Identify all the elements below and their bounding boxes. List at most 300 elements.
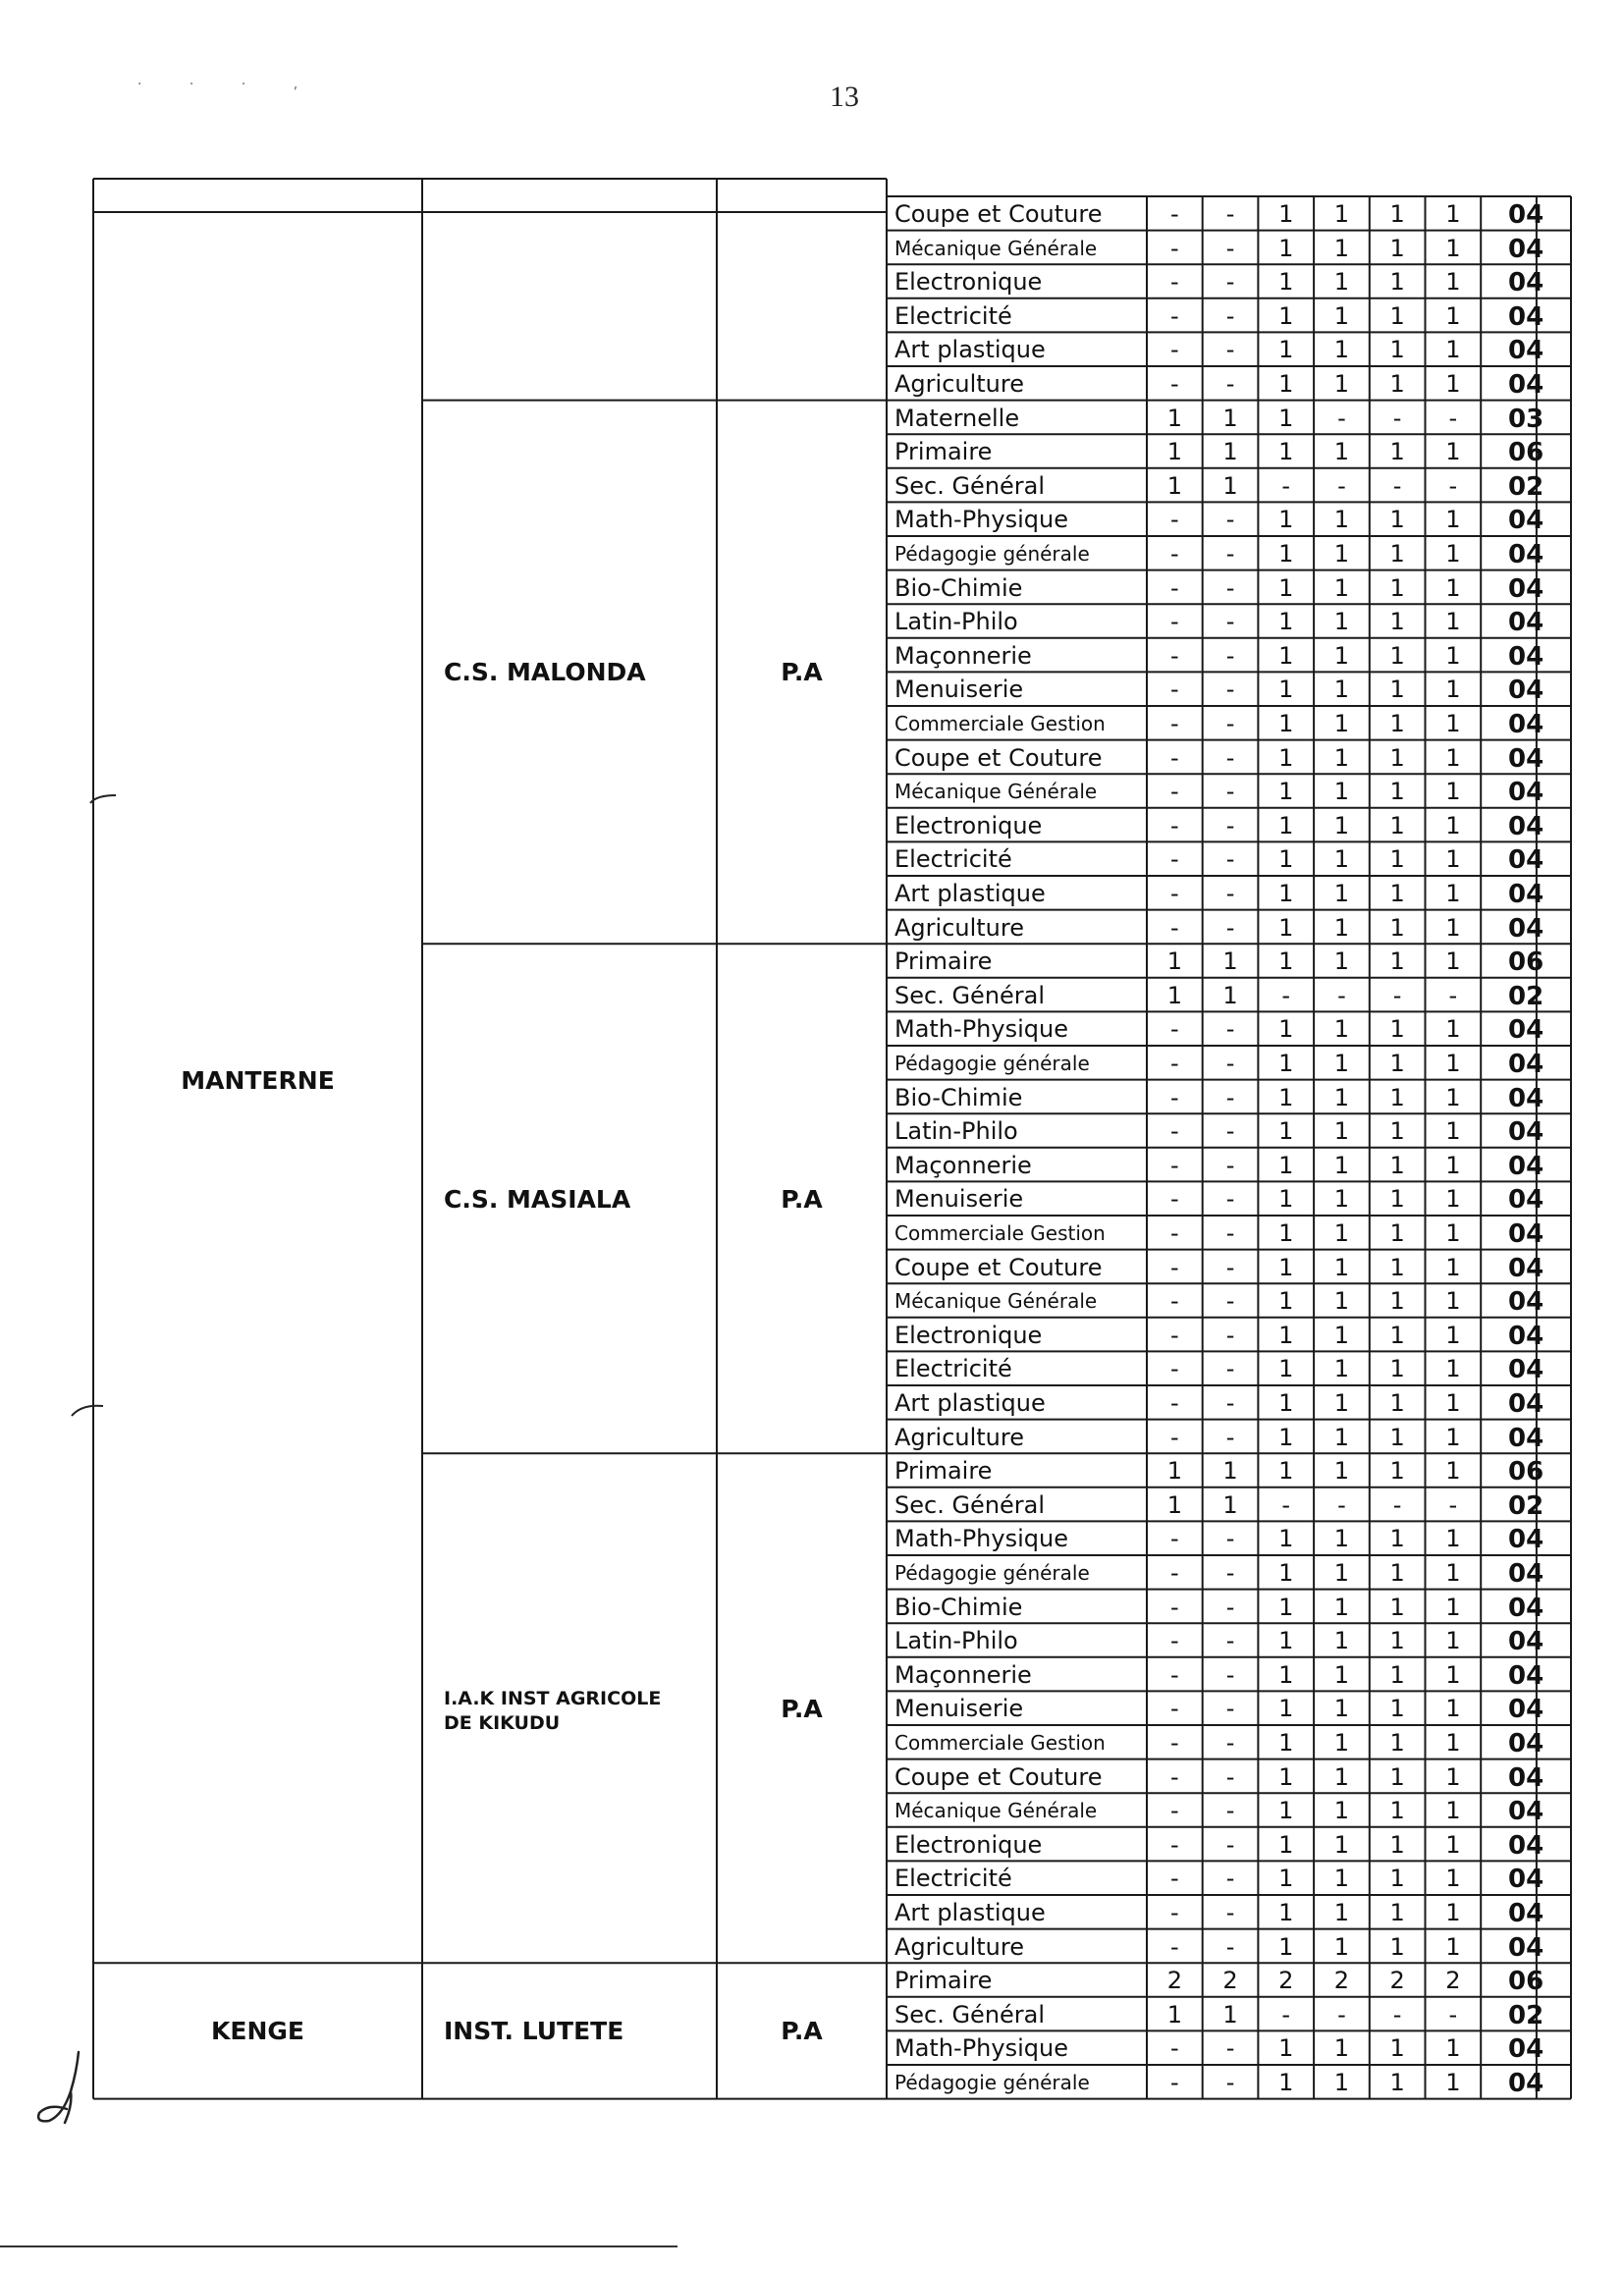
- value-cell: -: [1337, 981, 1346, 1009]
- total-cell: 06: [1507, 1967, 1544, 1997]
- total-cell: 04: [1507, 913, 1544, 944]
- value-cell: 1: [1278, 1015, 1294, 1044]
- value-cell: 1: [1333, 438, 1350, 466]
- value-cell: 1: [1389, 1423, 1405, 1451]
- subject-cell: Mécanique Générale: [894, 236, 1098, 260]
- value-cell: -: [1281, 1490, 1291, 1519]
- value-cell: 1: [1278, 234, 1294, 262]
- value-cell: -: [1170, 1355, 1179, 1383]
- value-cell: 1: [1278, 1219, 1294, 1247]
- value-cell: 1: [1333, 913, 1350, 942]
- value-cell: 1: [1389, 1899, 1405, 1926]
- value-cell: -: [1170, 641, 1179, 670]
- value-cell: 1: [1389, 1253, 1405, 1281]
- value-cell: -: [1225, 234, 1235, 262]
- value-cell: 1: [1166, 1457, 1182, 1486]
- value-cell: -: [1337, 2000, 1346, 2029]
- value-cell: 1: [1278, 268, 1294, 297]
- value-cell: -: [1170, 2069, 1179, 2096]
- value-cell: 1: [1445, 1253, 1461, 1281]
- value-cell: -: [1225, 1627, 1235, 1655]
- value-cell: 1: [1278, 778, 1294, 806]
- value-cell: 1: [1166, 1490, 1182, 1519]
- total-cell: 02: [1507, 1490, 1544, 1521]
- value-cell: 1: [1445, 1321, 1461, 1349]
- value-cell: 1: [1389, 1762, 1405, 1791]
- value-cell: -: [1225, 268, 1235, 297]
- total-cell: 04: [1507, 301, 1544, 332]
- value-cell: -: [1170, 1151, 1179, 1179]
- subject-cell: Mécanique Générale: [894, 1799, 1098, 1823]
- value-cell: 1: [1278, 880, 1294, 907]
- total-cell: 04: [1507, 1287, 1544, 1318]
- total-cell: 04: [1507, 1627, 1544, 1657]
- value-cell: 1: [1445, 1729, 1461, 1757]
- value-cell: 1: [1333, 1321, 1350, 1349]
- value-cell: 1: [1333, 1287, 1350, 1316]
- value-cell: -: [1225, 811, 1235, 839]
- value-cell: 1: [1333, 1389, 1350, 1417]
- value-cell: 1: [1445, 1797, 1461, 1825]
- value-cell: -: [1170, 811, 1179, 839]
- value-cell: -: [1225, 913, 1235, 942]
- value-cell: 1: [1278, 1050, 1294, 1077]
- subject-cell: Electronique: [894, 1321, 1043, 1349]
- value-cell: -: [1170, 1559, 1179, 1587]
- value-cell: 1: [1278, 404, 1294, 432]
- value-cell: -: [1170, 710, 1179, 737]
- total-cell: 04: [1507, 845, 1544, 876]
- school-status: P.A: [781, 1184, 823, 1214]
- school-status: P.A: [781, 2017, 823, 2046]
- subject-cell: Pédagogie générale: [894, 2071, 1090, 2094]
- value-cell: 1: [1278, 1899, 1294, 1926]
- total-cell: 04: [1507, 778, 1544, 808]
- value-cell: 1: [1333, 1151, 1350, 1179]
- total-cell: 04: [1507, 1660, 1544, 1691]
- value-cell: 1: [1445, 1593, 1461, 1621]
- value-cell: 1: [1333, 676, 1350, 704]
- total-cell: 04: [1507, 608, 1544, 638]
- total-cell: 04: [1507, 2069, 1544, 2098]
- subject-cell: Bio-Chimie: [894, 573, 1023, 602]
- value-cell: 1: [1445, 1151, 1461, 1179]
- value-cell: -: [1225, 1865, 1235, 1893]
- school-status: P.A: [781, 658, 823, 687]
- subject-cell: Electronique: [894, 268, 1043, 297]
- total-cell: 04: [1507, 1389, 1544, 1419]
- total-cell: 04: [1507, 1151, 1544, 1181]
- value-cell: 1: [1445, 1762, 1461, 1791]
- value-cell: 1: [1389, 2034, 1405, 2063]
- value-cell: -: [1448, 1490, 1458, 1519]
- total-cell: 04: [1507, 2034, 1544, 2065]
- total-cell: 04: [1507, 506, 1544, 536]
- value-cell: 1: [1333, 2034, 1350, 2063]
- value-cell: -: [1170, 1932, 1179, 1961]
- value-cell: -: [1225, 743, 1235, 772]
- value-cell: -: [1281, 981, 1291, 1009]
- value-cell: 1: [1278, 608, 1294, 636]
- value-cell: 1: [1445, 1899, 1461, 1926]
- subject-cell: Electricité: [894, 845, 1012, 874]
- value-cell: 1: [1278, 1729, 1294, 1757]
- value-cell: -: [1170, 608, 1179, 636]
- value-cell: 1: [1389, 370, 1405, 398]
- value-cell: 1: [1445, 1932, 1461, 1961]
- total-cell: 04: [1507, 1355, 1544, 1385]
- value-cell: 1: [1166, 404, 1182, 432]
- value-cell: -: [1170, 1899, 1179, 1926]
- subject-cell: Sec. Général: [894, 981, 1046, 1009]
- value-cell: 1: [1278, 676, 1294, 704]
- value-cell: -: [1225, 1593, 1235, 1621]
- value-cell: -: [1170, 1287, 1179, 1316]
- total-cell: 04: [1507, 1253, 1544, 1283]
- value-cell: -: [1392, 471, 1402, 500]
- value-cell: -: [1281, 2000, 1291, 2029]
- value-cell: -: [1225, 880, 1235, 907]
- value-cell: -: [1225, 1253, 1235, 1281]
- value-cell: 1: [1333, 2069, 1350, 2096]
- value-cell: 1: [1389, 336, 1405, 364]
- subject-cell: Electronique: [894, 811, 1043, 839]
- value-cell: 1: [1222, 471, 1238, 500]
- value-cell: 1: [1333, 234, 1350, 262]
- subject-cell: Coupe et Couture: [894, 200, 1103, 228]
- total-cell: 04: [1507, 1695, 1544, 1725]
- value-cell: 1: [1333, 540, 1350, 568]
- value-cell: -: [1392, 404, 1402, 432]
- value-cell: 1: [1445, 506, 1461, 534]
- value-cell: 1: [1333, 1865, 1350, 1893]
- value-cell: -: [1170, 1627, 1179, 1655]
- footer-rule: [0, 2245, 677, 2247]
- value-cell: 1: [1445, 710, 1461, 737]
- total-cell: 04: [1507, 1219, 1544, 1249]
- value-cell: -: [1170, 1423, 1179, 1451]
- value-cell: -: [1225, 1762, 1235, 1791]
- value-cell: -: [1170, 1729, 1179, 1757]
- value-cell: 1: [1278, 301, 1294, 330]
- value-cell: 1: [1278, 1830, 1294, 1859]
- value-cell: 1: [1278, 540, 1294, 568]
- subject-cell: Sec. Général: [894, 1490, 1046, 1519]
- subject-cell: Art plastique: [894, 1389, 1046, 1417]
- subject-cell: Primaire: [894, 1967, 993, 1995]
- value-cell: 1: [1333, 1423, 1350, 1451]
- value-cell: 1: [1445, 811, 1461, 839]
- value-cell: 1: [1389, 1660, 1405, 1689]
- value-cell: -: [1225, 676, 1235, 704]
- value-cell: 1: [1445, 1287, 1461, 1316]
- value-cell: 1: [1333, 1695, 1350, 1723]
- subject-cell: Primaire: [894, 438, 993, 466]
- total-cell: 04: [1507, 1729, 1544, 1758]
- value-cell: 1: [1333, 1762, 1350, 1791]
- value-cell: -: [1225, 506, 1235, 534]
- value-cell: 1: [1333, 200, 1350, 228]
- value-cell: 1: [1389, 1627, 1405, 1655]
- value-cell: 1: [1278, 336, 1294, 364]
- subject-cell: Electricité: [894, 301, 1012, 330]
- value-cell: 1: [1445, 947, 1461, 976]
- value-cell: -: [1170, 268, 1179, 297]
- value-cell: 1: [1389, 506, 1405, 534]
- value-cell: 1: [1445, 778, 1461, 806]
- value-cell: -: [1281, 471, 1291, 500]
- value-cell: -: [1225, 336, 1235, 364]
- value-cell: 1: [1445, 1355, 1461, 1383]
- subject-cell: Pédagogie générale: [894, 542, 1090, 566]
- value-cell: -: [1170, 200, 1179, 228]
- value-cell: -: [1170, 845, 1179, 874]
- value-cell: 2: [1389, 1967, 1405, 1995]
- value-cell: 1: [1333, 608, 1350, 636]
- total-cell: 02: [1507, 471, 1544, 502]
- value-cell: 1: [1389, 1117, 1405, 1146]
- total-cell: 04: [1507, 1321, 1544, 1351]
- subject-cell: Latin-Philo: [894, 1627, 1018, 1655]
- total-cell: 03: [1507, 404, 1544, 434]
- value-cell: -: [1448, 471, 1458, 500]
- value-cell: 1: [1333, 1185, 1350, 1214]
- value-cell: -: [1170, 1253, 1179, 1281]
- subject-cell: Sec. Général: [894, 471, 1046, 500]
- value-cell: 1: [1278, 2069, 1294, 2096]
- value-cell: 1: [1166, 981, 1182, 1009]
- value-cell: 1: [1445, 438, 1461, 466]
- value-cell: 1: [1389, 1050, 1405, 1077]
- total-cell: 04: [1507, 1559, 1544, 1589]
- value-cell: 1: [1389, 1083, 1405, 1111]
- value-cell: -: [1225, 540, 1235, 568]
- value-cell: 1: [1389, 1525, 1405, 1553]
- value-cell: 1: [1333, 811, 1350, 839]
- total-cell: 04: [1507, 234, 1544, 264]
- value-cell: 1: [1333, 1593, 1350, 1621]
- value-cell: -: [1170, 743, 1179, 772]
- value-cell: -: [1170, 336, 1179, 364]
- total-cell: 04: [1507, 1117, 1544, 1148]
- value-cell: 1: [1445, 200, 1461, 228]
- value-cell: -: [1225, 1695, 1235, 1723]
- value-cell: 1: [1333, 743, 1350, 772]
- subject-cell: Pédagogie générale: [894, 1561, 1090, 1585]
- subject-cell: Coupe et Couture: [894, 1253, 1103, 1281]
- value-cell: -: [1448, 2000, 1458, 2029]
- total-cell: 04: [1507, 1050, 1544, 1079]
- value-cell: -: [1225, 1559, 1235, 1587]
- page-number: 13: [830, 81, 859, 113]
- value-cell: 1: [1445, 1559, 1461, 1587]
- value-cell: 1: [1389, 2069, 1405, 2096]
- subject-cell: Maçonnerie: [894, 1151, 1032, 1179]
- value-cell: 2: [1445, 1967, 1461, 1995]
- value-cell: 1: [1333, 506, 1350, 534]
- value-cell: 1: [1333, 1355, 1350, 1383]
- value-cell: 1: [1445, 1695, 1461, 1723]
- total-cell: 04: [1507, 641, 1544, 672]
- value-cell: 1: [1333, 1899, 1350, 1926]
- value-cell: 1: [1389, 743, 1405, 772]
- value-cell: -: [1170, 1050, 1179, 1077]
- subject-cell: Math-Physique: [894, 1525, 1068, 1553]
- value-cell: 1: [1278, 710, 1294, 737]
- value-cell: 1: [1445, 268, 1461, 297]
- subject-cell: Art plastique: [894, 336, 1046, 364]
- value-cell: 1: [1333, 573, 1350, 602]
- value-cell: -: [1225, 370, 1235, 398]
- value-cell: 1: [1278, 913, 1294, 942]
- value-cell: 1: [1445, 1185, 1461, 1214]
- value-cell: 1: [1333, 845, 1350, 874]
- value-cell: -: [1225, 301, 1235, 330]
- value-cell: 1: [1278, 2034, 1294, 2063]
- value-cell: -: [1170, 1525, 1179, 1553]
- value-cell: -: [1170, 1117, 1179, 1146]
- value-cell: -: [1170, 1660, 1179, 1689]
- value-cell: -: [1170, 301, 1179, 330]
- value-cell: 1: [1278, 1695, 1294, 1723]
- margin-bracket-top: [86, 776, 126, 835]
- value-cell: 1: [1333, 1830, 1350, 1859]
- value-cell: 1: [1389, 880, 1405, 907]
- value-cell: 1: [1333, 370, 1350, 398]
- value-cell: 1: [1445, 336, 1461, 364]
- value-cell: -: [1170, 573, 1179, 602]
- value-cell: 1: [1389, 573, 1405, 602]
- value-cell: -: [1225, 1932, 1235, 1961]
- value-cell: -: [1392, 981, 1402, 1009]
- total-cell: 04: [1507, 880, 1544, 909]
- value-cell: 1: [1445, 1627, 1461, 1655]
- value-cell: 1: [1389, 913, 1405, 942]
- value-cell: -: [1225, 1660, 1235, 1689]
- value-cell: 1: [1445, 743, 1461, 772]
- value-cell: 1: [1445, 1660, 1461, 1689]
- value-cell: 1: [1333, 1117, 1350, 1146]
- value-cell: 1: [1278, 1389, 1294, 1417]
- value-cell: 1: [1278, 1321, 1294, 1349]
- value-cell: 1: [1278, 1117, 1294, 1146]
- total-cell: 04: [1507, 540, 1544, 569]
- value-cell: 1: [1278, 1083, 1294, 1111]
- group-name: KENGE: [211, 2017, 304, 2046]
- value-cell: -: [1225, 1050, 1235, 1077]
- value-cell: 1: [1389, 1865, 1405, 1893]
- value-cell: 1: [1278, 845, 1294, 874]
- value-cell: 1: [1445, 1050, 1461, 1077]
- subject-cell: Primaire: [894, 947, 993, 976]
- subject-cell: Menuiserie: [894, 676, 1024, 704]
- value-cell: 1: [1333, 1457, 1350, 1486]
- value-cell: 1: [1333, 1015, 1350, 1044]
- value-cell: 1: [1389, 1321, 1405, 1349]
- value-cell: 1: [1389, 641, 1405, 670]
- value-cell: 1: [1445, 573, 1461, 602]
- value-cell: 1: [1445, 301, 1461, 330]
- subject-cell: Agriculture: [894, 913, 1024, 942]
- value-cell: -: [1170, 1865, 1179, 1893]
- value-cell: 1: [1445, 845, 1461, 874]
- value-cell: 1: [1333, 1797, 1350, 1825]
- school-name: INST. LUTETE: [444, 2017, 624, 2046]
- value-cell: 1: [1389, 438, 1405, 466]
- value-cell: 1: [1333, 1559, 1350, 1587]
- school-status: P.A: [781, 1694, 823, 1723]
- value-cell: 1: [1333, 336, 1350, 364]
- value-cell: -: [1170, 778, 1179, 806]
- value-cell: -: [1170, 1185, 1179, 1214]
- value-cell: 1: [1333, 947, 1350, 976]
- subject-cell: Coupe et Couture: [894, 1762, 1103, 1791]
- value-cell: -: [1225, 200, 1235, 228]
- value-cell: 1: [1445, 913, 1461, 942]
- total-cell: 04: [1507, 1525, 1544, 1555]
- subject-cell: Maçonnerie: [894, 641, 1032, 670]
- value-cell: 1: [1445, 2069, 1461, 2096]
- subject-cell: Menuiserie: [894, 1695, 1024, 1723]
- value-cell: -: [1225, 1219, 1235, 1247]
- value-cell: 1: [1389, 1015, 1405, 1044]
- value-cell: 1: [1445, 1865, 1461, 1893]
- value-cell: -: [1170, 1830, 1179, 1859]
- subject-cell: Primaire: [894, 1457, 993, 1486]
- value-cell: -: [1225, 1321, 1235, 1349]
- value-cell: 1: [1389, 540, 1405, 568]
- value-cell: 1: [1389, 1151, 1405, 1179]
- value-cell: 1: [1278, 1593, 1294, 1621]
- value-cell: 1: [1389, 676, 1405, 704]
- total-cell: 04: [1507, 710, 1544, 739]
- value-cell: -: [1225, 778, 1235, 806]
- scan-specks: · · · ,: [137, 77, 320, 92]
- value-cell: 1: [1278, 200, 1294, 228]
- value-cell: 1: [1278, 641, 1294, 670]
- value-cell: 1: [1389, 1830, 1405, 1859]
- value-cell: 1: [1333, 1083, 1350, 1111]
- value-cell: -: [1337, 1490, 1346, 1519]
- value-cell: 1: [1333, 1525, 1350, 1553]
- value-cell: -: [1170, 676, 1179, 704]
- value-cell: 1: [1333, 1729, 1350, 1757]
- subject-cell: Bio-Chimie: [894, 1083, 1023, 1111]
- value-cell: 1: [1445, 608, 1461, 636]
- value-cell: 1: [1389, 1185, 1405, 1214]
- value-cell: 1: [1389, 710, 1405, 737]
- value-cell: 1: [1445, 370, 1461, 398]
- subject-cell: Coupe et Couture: [894, 743, 1103, 772]
- value-cell: -: [1170, 2034, 1179, 2063]
- value-cell: 1: [1166, 947, 1182, 976]
- value-cell: 1: [1278, 1151, 1294, 1179]
- school-name: C.S. MASIALA: [444, 1184, 631, 1214]
- total-cell: 04: [1507, 811, 1544, 841]
- value-cell: -: [1225, 1287, 1235, 1316]
- subject-cell: Art plastique: [894, 1899, 1046, 1926]
- total-cell: 04: [1507, 1865, 1544, 1895]
- value-cell: 1: [1278, 811, 1294, 839]
- value-cell: 1: [1445, 676, 1461, 704]
- value-cell: 1: [1278, 1627, 1294, 1655]
- value-cell: 1: [1445, 1423, 1461, 1451]
- school-name: C.S. MALONDA: [444, 658, 646, 687]
- value-cell: -: [1225, 1797, 1235, 1825]
- value-cell: -: [1170, 880, 1179, 907]
- value-cell: -: [1225, 1015, 1235, 1044]
- total-cell: 04: [1507, 1185, 1544, 1216]
